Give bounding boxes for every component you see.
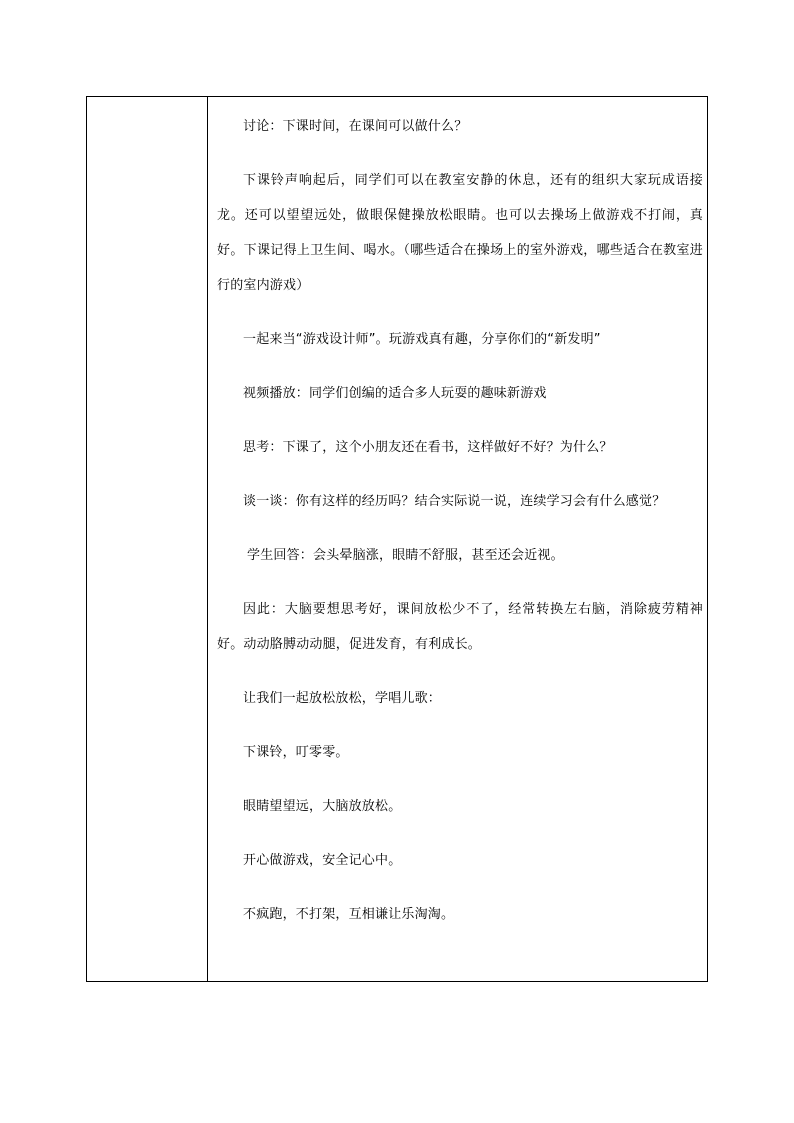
song-line-2: 眼睛望望远，大脑放放松。	[243, 799, 402, 814]
paragraph-discussion: 讨论：下课时间，在课间可以做什么？	[243, 119, 468, 134]
table-left-cell	[87, 97, 208, 981]
paragraph-student-answer: 学生回答：会头晕脑涨，眼睛不舒服，甚至还会近视。	[247, 548, 564, 563]
paragraph-therefore: 因此：大脑要想思考好，课间放松少不了，经常转换左右脑，消除疲劳精神好。动动胳膊动动腿，促进发育，有利成长。	[217, 602, 703, 652]
song-line-3: 开心做游戏，安全记心中。	[243, 853, 402, 868]
paragraph-song-intro: 让我们一起放松放松，学唱儿歌：	[243, 691, 442, 706]
paragraph-recess-activities: 下课铃声响起后，同学们可以在教室安静的休息，还有的组织大家玩成语接龙。还可以望望远处，做眼保健操放松眼睛。也可以去操场上做游戏不打闹，真好。下课记得上卫生间、喝水。（哪些适合在操场上的室外游戏，哪些适合在教室进行的室内游戏）	[217, 173, 703, 293]
song-line-4: 不疯跑，不打架，互相谦让乐淘淘。	[243, 907, 455, 922]
table-right-cell	[208, 97, 707, 981]
song-line-1: 下课铃，叮零零。	[243, 745, 349, 760]
paragraph-think: 思考：下课了，这个小朋友还在看书，这样做好不好？为什么？	[243, 440, 613, 455]
lesson-table	[86, 96, 708, 982]
paragraph-game-designer: 一起来当“游戏设计师”。玩游戏真有趣，分享你们的“新发明”	[243, 332, 601, 347]
paragraph-talk: 谈一谈：你有这样的经历吗？结合实际说一说，连续学习会有什么感觉？	[243, 494, 666, 509]
paragraph-video: 视频播放：同学们创编的适合多人玩耍的趣味新游戏	[243, 386, 547, 401]
